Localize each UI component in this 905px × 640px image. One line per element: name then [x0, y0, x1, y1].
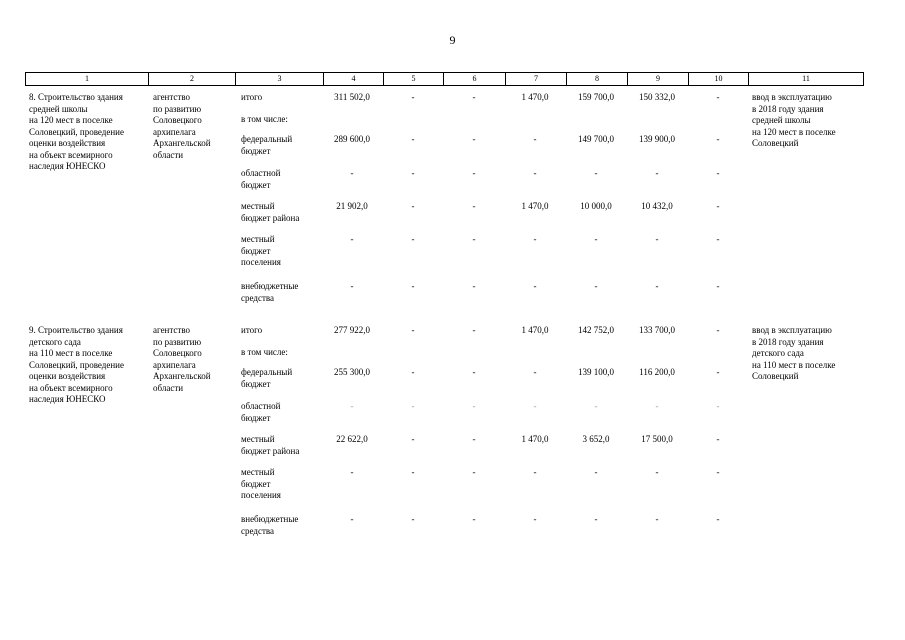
value-cell: 139 900,0	[639, 134, 675, 144]
value-cell: 255 300,0	[334, 367, 370, 377]
value-cell: -	[716, 514, 720, 524]
header-col-10: 10	[689, 73, 749, 85]
expected-result-line: ввод в эксплуатацию	[752, 92, 832, 102]
value-cell: 3 652,0	[582, 434, 610, 444]
value-cell: -	[411, 467, 415, 477]
executor-line: области	[153, 149, 184, 160]
value-cell: -	[533, 281, 537, 291]
value-cell: 159 700,0	[578, 92, 614, 102]
value-cell: 311 502,0	[334, 92, 370, 102]
project-title-line: на объект всемирного	[29, 149, 113, 160]
funding-source-line: федеральный	[241, 367, 293, 377]
funding-source-line: итого	[241, 325, 263, 335]
value-cell: 17 500,0	[641, 434, 673, 444]
project-title-line: оценки воздействия	[29, 138, 106, 148]
value-cell: -	[472, 367, 476, 377]
executor-line: Архангельской	[153, 371, 211, 381]
executor-line: агентство	[153, 325, 191, 335]
value-cell: -	[716, 234, 720, 244]
value-cell: 22 622,0	[336, 434, 368, 444]
funding-source-line: бюджет района	[241, 212, 300, 223]
value-cell: -	[594, 281, 598, 291]
header-col-1: 1	[26, 73, 149, 85]
expected-result-line: Соловецкий	[752, 138, 799, 148]
value-cell: 1 470,0	[521, 434, 549, 444]
value-cell: -	[472, 467, 476, 477]
value-cell: -	[655, 467, 659, 477]
project-title-line: 8. Строительство здания	[29, 92, 123, 102]
value-cell: -	[655, 401, 659, 411]
project-title-line: Соловецкий, проведение	[29, 126, 124, 137]
expected-result-line: Соловецкий	[752, 371, 799, 381]
value-cell: -	[594, 467, 598, 477]
value-cell: 149 700,0	[578, 134, 614, 144]
value-cell: -	[655, 281, 659, 291]
value-cell: -	[533, 514, 537, 524]
value-cell: -	[411, 401, 415, 411]
value-cell: -	[350, 168, 354, 178]
value-cell: -	[350, 281, 354, 291]
expected-result-line: в 2018 году здания	[752, 103, 824, 114]
executor-line: области	[153, 382, 184, 393]
header-col-5: 5	[384, 73, 444, 85]
header-col-6: 6	[444, 73, 506, 85]
project-title-line: на 110 мест в поселке	[29, 348, 113, 358]
value-cell: -	[533, 367, 537, 377]
value-cell: -	[716, 401, 720, 411]
funding-source-line: внебюджетные	[241, 281, 299, 291]
project-title-line: оценки воздействия	[29, 371, 106, 381]
value-cell: -	[411, 434, 415, 444]
value-cell: -	[411, 134, 415, 144]
funding-source-line: бюджет	[241, 478, 271, 489]
value-cell: -	[716, 467, 720, 477]
value-cell: -	[350, 467, 354, 477]
value-cell: -	[472, 281, 476, 291]
funding-source-line: итого	[241, 92, 263, 102]
funding-source-line: в том числе:	[241, 114, 288, 124]
value-cell: 21 902,0	[336, 201, 368, 211]
funding-source-line: местный	[241, 434, 275, 444]
value-cell: -	[533, 168, 537, 178]
value-cell: 133 700,0	[639, 325, 675, 335]
value-cell: -	[411, 281, 415, 291]
value-cell: -	[533, 467, 537, 477]
value-cell: -	[533, 401, 537, 411]
funding-source-line: бюджет	[241, 378, 271, 389]
project-title-line: средней школы	[29, 103, 88, 114]
value-cell: 1 470,0	[521, 92, 549, 102]
project-title-line: наследия ЮНЕСКО	[29, 161, 106, 171]
value-cell: -	[533, 134, 537, 144]
value-cell: -	[716, 92, 720, 102]
expected-result-line: ввод в эксплуатацию	[752, 325, 832, 335]
value-cell: -	[716, 281, 720, 291]
value-cell: 1 470,0	[521, 201, 549, 211]
funding-source-line: в том числе:	[241, 347, 288, 357]
value-cell: -	[411, 201, 415, 211]
expected-result-line: в 2018 году здания	[752, 336, 824, 347]
funding-source-line: поселения	[241, 257, 281, 267]
value-cell: -	[716, 201, 720, 211]
project-title-line: Соловецкий, проведение	[29, 359, 124, 370]
header-col-11: 11	[749, 73, 864, 85]
project-title-line: детского сада	[29, 336, 81, 347]
value-cell: -	[716, 325, 720, 335]
project-title-line: наследия ЮНЕСКО	[29, 394, 106, 404]
value-cell: 289 600,0	[334, 134, 370, 144]
value-cell: 116 200,0	[639, 367, 675, 377]
value-cell: -	[472, 325, 476, 335]
value-cell: 10 000,0	[580, 201, 612, 211]
value-cell: -	[716, 434, 720, 444]
funding-source-line: местный	[241, 467, 275, 477]
funding-source-line: местный	[241, 234, 275, 244]
executor-line: Соловецкого	[153, 115, 202, 125]
value-cell: -	[350, 234, 354, 244]
value-cell: 10 432,0	[641, 201, 673, 211]
expected-result-line: средней школы	[752, 115, 811, 125]
value-cell: -	[533, 234, 537, 244]
value-cell: -	[411, 168, 415, 178]
header-col-8: 8	[567, 73, 628, 85]
value-cell: -	[716, 367, 720, 377]
funding-source-line: бюджет района	[241, 445, 300, 456]
value-cell: -	[411, 92, 415, 102]
project-title-line: 9. Строительство здания	[29, 325, 123, 335]
expected-result-line: на 110 мест в поселке	[752, 359, 836, 370]
value-cell: -	[594, 168, 598, 178]
value-cell: -	[472, 168, 476, 178]
value-cell: 142 752,0	[578, 325, 614, 335]
value-cell: -	[411, 367, 415, 377]
expected-result-line: детского сада	[752, 348, 804, 358]
funding-source-line: бюджет	[241, 179, 271, 190]
executor-line: Архангельской	[153, 138, 211, 148]
value-cell: -	[472, 201, 476, 211]
value-cell: 139 100,0	[578, 367, 614, 377]
value-cell: -	[472, 234, 476, 244]
value-cell: 277 922,0	[334, 325, 370, 335]
value-cell: -	[716, 168, 720, 178]
funding-source-line: областной	[241, 401, 281, 411]
page-number: 9	[449, 33, 456, 47]
table-header	[25, 72, 864, 86]
value-cell: -	[472, 434, 476, 444]
header-col-4: 4	[324, 73, 384, 85]
funding-source-line: местный	[241, 201, 275, 211]
value-cell: -	[594, 401, 598, 411]
value-cell: -	[655, 514, 659, 524]
value-cell: -	[655, 234, 659, 244]
value-cell: -	[472, 514, 476, 524]
funding-source-line: средства	[241, 525, 275, 536]
value-cell: -	[716, 134, 720, 144]
funding-source-line: внебюджетные	[241, 514, 299, 524]
funding-source-line: поселения	[241, 490, 281, 500]
value-cell: -	[594, 234, 598, 244]
value-cell: -	[594, 514, 598, 524]
project-title-line: на объект всемирного	[29, 382, 113, 393]
value-cell: 150 332,0	[639, 92, 675, 102]
executor-line: Соловецкого	[153, 348, 202, 358]
executor-line: архипелага	[153, 126, 196, 137]
funding-source-line: средства	[241, 292, 275, 303]
value-cell: -	[350, 401, 354, 411]
value-cell: -	[472, 401, 476, 411]
header-col-9: 9	[628, 73, 689, 85]
value-cell: -	[655, 168, 659, 178]
funding-source-line: федеральный	[241, 134, 293, 144]
funding-source-line: бюджет	[241, 245, 271, 256]
executor-line: по развитию	[153, 103, 202, 114]
value-cell: -	[411, 234, 415, 244]
value-cell: -	[411, 514, 415, 524]
value-cell: -	[472, 92, 476, 102]
funding-source-line: областной	[241, 168, 281, 178]
header-col-7: 7	[506, 73, 567, 85]
value-cell: -	[411, 325, 415, 335]
value-cell: -	[472, 134, 476, 144]
project-title-line: на 120 мест в поселке	[29, 115, 113, 125]
funding-source-line: бюджет	[241, 145, 271, 156]
header-col-2: 2	[149, 73, 236, 85]
executor-line: архипелага	[153, 359, 196, 370]
funding-source-line: бюджет	[241, 412, 271, 423]
executor-line: по развитию	[153, 336, 202, 347]
value-cell: -	[350, 514, 354, 524]
expected-result-line: на 120 мест в поселке	[752, 126, 836, 137]
executor-line: агентство	[153, 92, 191, 102]
value-cell: 1 470,0	[521, 325, 549, 335]
header-col-3: 3	[236, 73, 324, 85]
